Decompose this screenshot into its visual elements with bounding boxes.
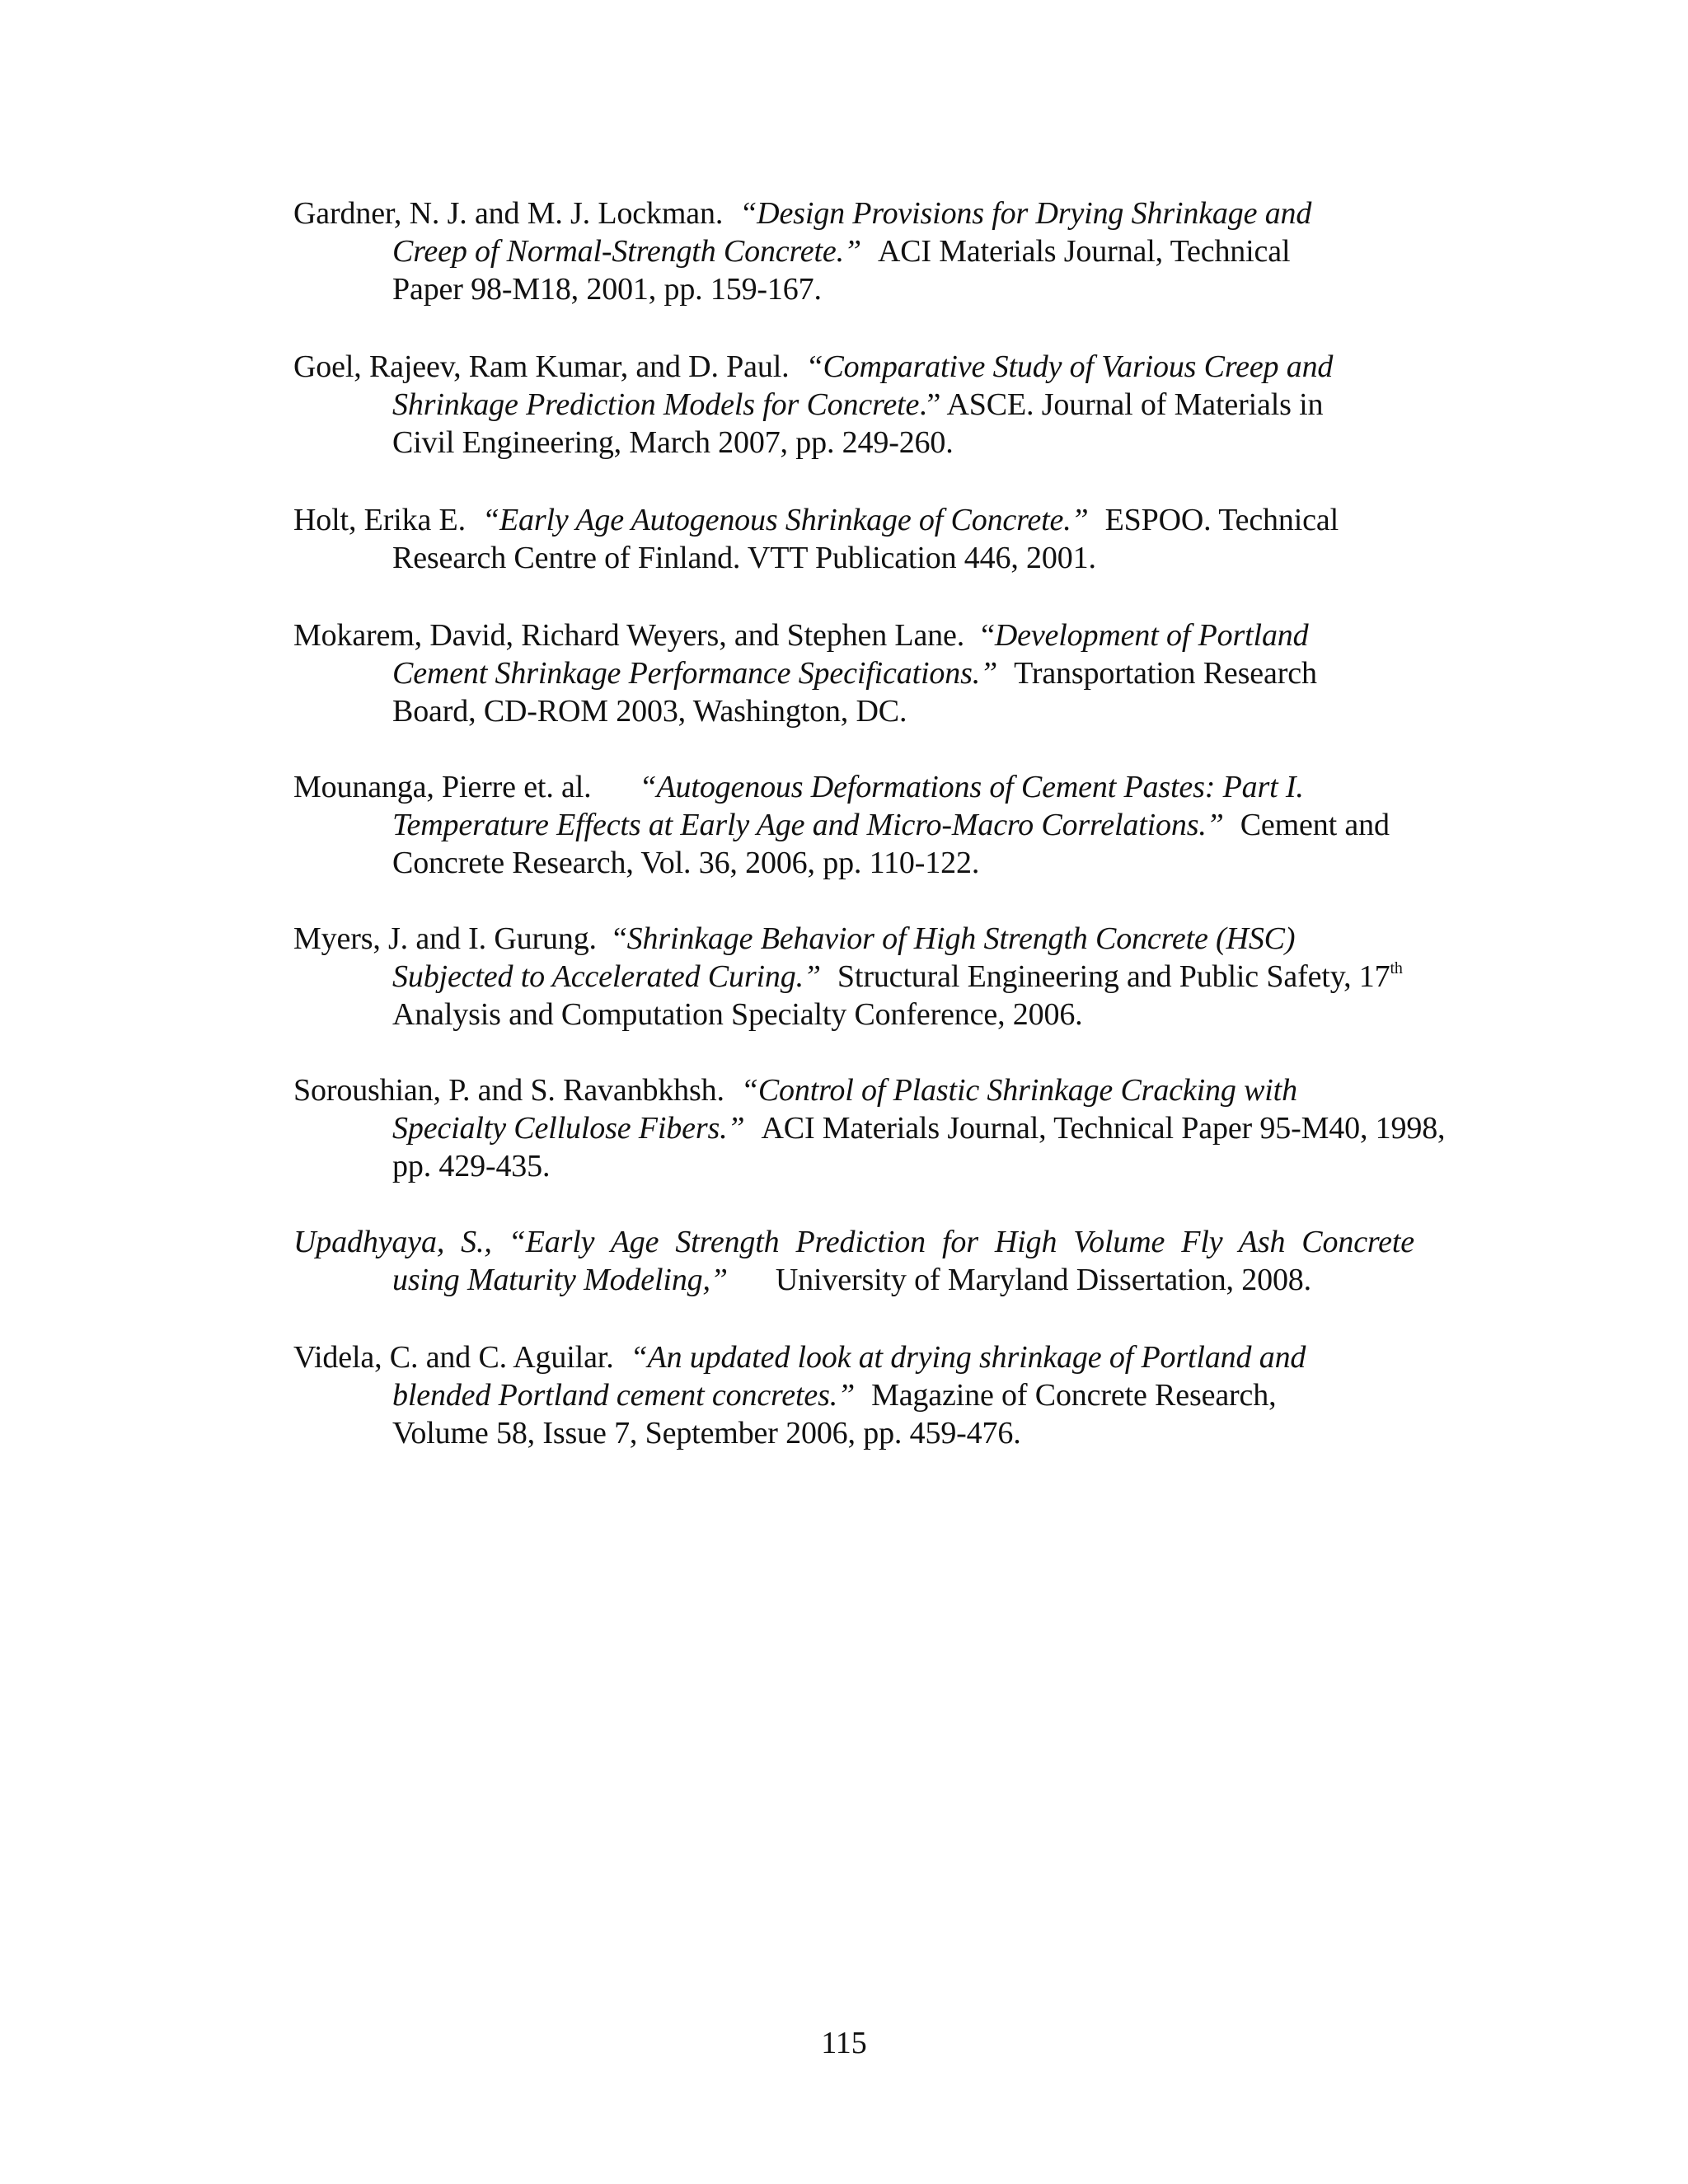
reference-line xyxy=(293,616,1309,654)
reference-source: Civil Engineering, March 2007, pp. 249-260. xyxy=(392,425,954,460)
reference-title: Creep of Normal-Strength Concrete.” xyxy=(392,234,861,269)
reference-source: University of Maryland Dissertation, 2008. xyxy=(775,1263,1312,1297)
reference-line xyxy=(392,1414,1021,1452)
reference-title: Cement Shrinkage Performance Specifications.” xyxy=(392,656,998,691)
reference-title: blended Portland cement concretes.” xyxy=(392,1378,856,1413)
reference-title: “An updated look at drying shrinkage of Portland and xyxy=(630,1340,1306,1375)
reference-author: Myers, J. and I. Gurung. xyxy=(293,921,597,956)
page-number: 115 xyxy=(821,2026,867,2060)
reference-title: Temperature Effects at Early Age and Micro-Macro Correlations.” xyxy=(392,808,1224,842)
reference-source: Research Centre of Finland. VTT Publication 446, 2001. xyxy=(392,541,1096,575)
reference-line xyxy=(392,692,907,730)
reference-open-quote: “ xyxy=(612,921,627,956)
reference-source: Cement and xyxy=(1240,808,1390,842)
reference-title: “Control of Plastic Shrinkage Cracking with xyxy=(740,1073,1297,1108)
reference-source: Structural Engineering and Public Safety, 17 xyxy=(837,959,1390,994)
reference-author: Gardner, N. J. and M. J. Lockman. xyxy=(293,196,724,231)
reference-line xyxy=(293,501,1339,539)
reference-line xyxy=(293,348,1333,386)
reference-title: Subjected to Accelerated Curing.” xyxy=(392,959,821,994)
reference-source: ACI Materials Journal, Technical xyxy=(877,234,1291,269)
reference-source: Analysis and Computation Specialty Conference, 2006. xyxy=(392,997,1083,1032)
reference-source: Paper 98-M18, 2001, pp. 159-167. xyxy=(392,272,822,307)
reference-line xyxy=(392,386,1323,424)
reference-title: “Autogenous Deformations of Cement Pastes: Part I. xyxy=(639,770,1304,804)
ordinal-superscript: th xyxy=(1390,959,1403,978)
reference-author: Holt, Erika E. xyxy=(293,503,466,537)
reference-title: Shrinkage Prediction Models for Concrete xyxy=(392,387,920,422)
reference-line xyxy=(293,1338,1306,1376)
reference-source: ESPOO. Technical xyxy=(1104,503,1339,537)
reference-source: ACI Materials Journal, Technical Paper 95-M40, 1998, xyxy=(761,1111,1446,1146)
reference-source: Volume 58, Issue 7, September 2006, pp. 459-476. xyxy=(392,1416,1021,1451)
reference-line xyxy=(293,768,1304,806)
reference-title: “Comparative Study of Various Creep and xyxy=(805,349,1334,384)
reference-author: Goel, Rajeev, Ram Kumar, and D. Paul. xyxy=(293,349,790,384)
reference-line xyxy=(392,1147,550,1185)
reference-title: using Maturity Modeling,” xyxy=(392,1263,728,1297)
reference-line xyxy=(392,270,822,308)
reference-line xyxy=(392,844,979,882)
reference-title: “Early Age Autogenous Shrinkage of Concrete.” xyxy=(481,503,1089,537)
reference-source: Board, CD-ROM 2003, Washington, DC. xyxy=(392,694,907,729)
reference-line: Upadhyaya, S., “Early Age Strength Prediction for High Volume Fly Ash Concrete xyxy=(293,1225,1414,1259)
reference-title: “Design Provisions for Drying Shrinkage and xyxy=(739,196,1312,231)
reference-source: Magazine of Concrete Research, xyxy=(871,1378,1277,1413)
reference-line xyxy=(392,654,1317,692)
reference-line xyxy=(392,958,1403,996)
reference-source: Concrete Research, Vol. 36, 2006, pp. 110-122. xyxy=(392,846,980,880)
reference-line xyxy=(293,194,1311,232)
reference-author: Mounanga, Pierre et. al. xyxy=(293,770,592,804)
reference-title: Specialty Cellulose Fibers.” xyxy=(392,1111,745,1146)
reference-source: Transportation Research xyxy=(1014,656,1317,691)
reference-line xyxy=(392,232,1290,270)
reference-author: Soroushian, P. and S. Ravanbkhsh. xyxy=(293,1073,724,1108)
reference-line xyxy=(392,424,954,462)
reference-title: Shrinkage Behavior of High Strength Concrete (HSC) xyxy=(626,921,1296,956)
reference-line xyxy=(392,539,1096,577)
reference-source: .” ASCE. Journal of Materials in xyxy=(919,387,1324,422)
reference-line xyxy=(392,806,1390,844)
reference-line xyxy=(293,1071,1297,1109)
reference-open-quote: “ xyxy=(981,618,995,653)
reference-line xyxy=(293,920,1295,958)
reference-line xyxy=(392,996,1083,1033)
reference-author: Videla, C. and C. Aguilar. xyxy=(293,1340,614,1375)
reference-author: Mokarem, David, Richard Weyers, and Stephen Lane. xyxy=(293,618,965,653)
reference-source: pp. 429-435. xyxy=(392,1149,551,1183)
reference-line xyxy=(392,1376,1276,1414)
reference-line xyxy=(392,1109,1445,1147)
reference-line xyxy=(392,1261,1311,1299)
reference-title: Development of Portland xyxy=(994,618,1309,653)
